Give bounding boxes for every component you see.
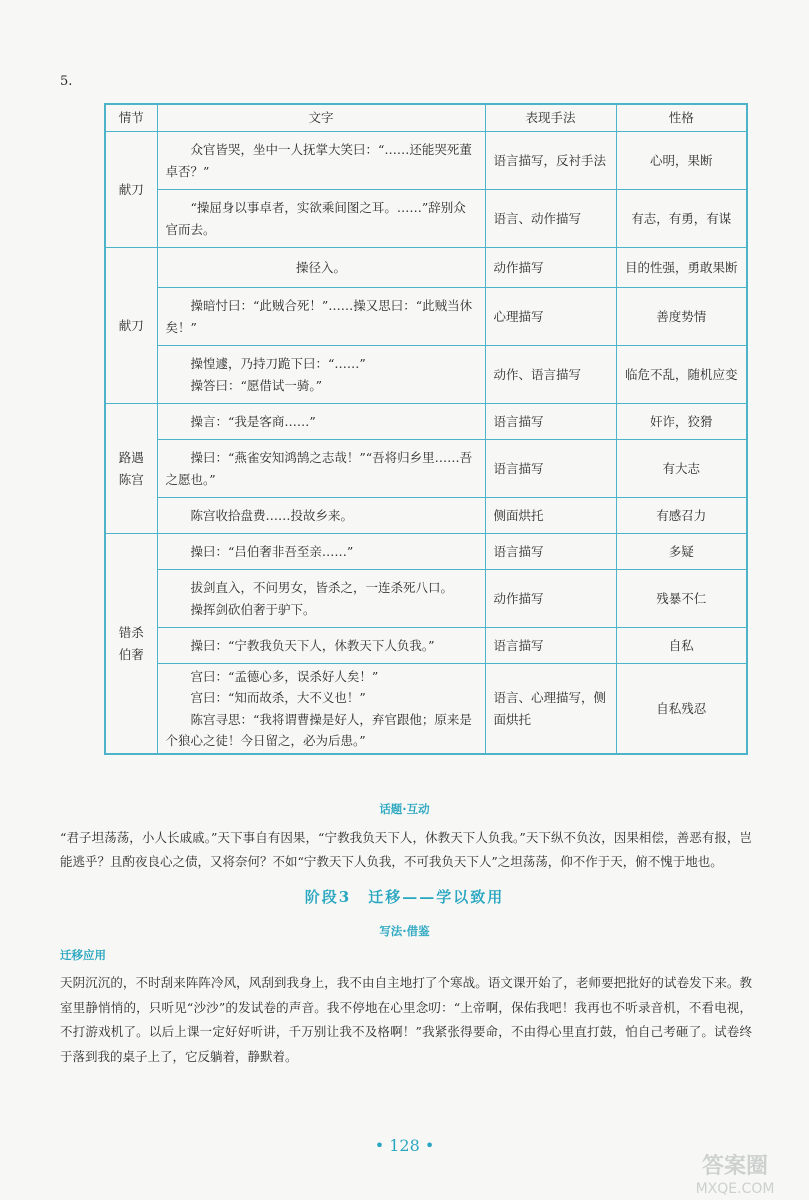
method-cell: 动作描写 bbox=[485, 248, 616, 288]
plot-cell: 献刀 bbox=[105, 248, 157, 404]
character-cell: 临危不乱，随机应变 bbox=[616, 346, 747, 404]
table-row bbox=[105, 288, 747, 346]
table-row bbox=[105, 664, 747, 755]
table-row bbox=[105, 440, 747, 498]
text-line: 宫曰：“知而故杀，大不义也！” bbox=[190, 690, 366, 706]
table-row bbox=[105, 190, 747, 248]
plot-cell: 路遇陈宫 bbox=[105, 404, 157, 534]
table-row bbox=[105, 498, 747, 534]
text-line: 操曰：“宁教我负天下人，休教天下人负我。” bbox=[190, 637, 435, 653]
text-line: 操暗忖曰：“此贼合死！”……操又思曰：“此贼当休矣！” bbox=[165, 298, 473, 335]
text-line: 操言：“我是客商……” bbox=[190, 413, 316, 429]
text-cell bbox=[157, 440, 485, 498]
text-line: 操曰：“吕伯奢非吾至亲……” bbox=[190, 543, 354, 559]
topic-paragraph: “君子坦荡荡，小人长戚戚。”天下事自有因果，“宁教我负天下人，休教天下人负我。”天下纵不负汝，因果相偿，善恶有报，岂能逃乎？且酌夜良心之债，又将奈何？不如“宁教天下人负我，不可我负天下人”之坦荡荡，仰不作于天，俯不愧于地也。 bbox=[60, 830, 752, 869]
header-text: 文字 bbox=[157, 104, 485, 132]
text-cell bbox=[157, 132, 485, 190]
method-cell: 动作、语言描写 bbox=[485, 346, 616, 404]
watermark-logo bbox=[680, 1145, 790, 1200]
text-line: 众官皆哭，坐中一人抚掌大笑曰：“……还能哭死董卓否？” bbox=[165, 142, 472, 179]
character-cell: 有感召力 bbox=[616, 498, 747, 534]
analysis-table bbox=[104, 103, 748, 755]
subsection-title: 写法·借鉴 bbox=[379, 924, 430, 938]
method-cell: 语言描写 bbox=[485, 534, 616, 570]
table-row bbox=[105, 534, 747, 570]
question-number: 5. bbox=[60, 74, 73, 89]
text-line: 陈宫寻思：“我将谓曹操是好人，弃官跟他；原来是个狼心之徒！今日留之，必为后患。” bbox=[165, 711, 472, 748]
table-row bbox=[105, 132, 747, 190]
svg-text:MXQE.COM: MXQE.COM bbox=[695, 1181, 775, 1197]
text-line: “操屈身以事卓者，实欲乘间图之耳。……”辞别众官而去。 bbox=[165, 200, 466, 237]
method-cell: 侧面烘托 bbox=[485, 498, 616, 534]
header-character: 性格 bbox=[616, 104, 747, 132]
text-cell bbox=[157, 288, 485, 346]
text-line: 陈宫收拾盘费……投故乡来。 bbox=[190, 507, 354, 523]
text-cell bbox=[157, 570, 485, 628]
svg-text:答案圈: 答案圈 bbox=[701, 1154, 769, 1179]
text-cell bbox=[157, 534, 485, 570]
character-cell: 有志，有勇，有谋 bbox=[616, 190, 747, 248]
header-plot: 情节 bbox=[105, 104, 157, 132]
stage-title: 阶段3 迁移——学以致用 bbox=[304, 888, 505, 906]
table-row bbox=[105, 570, 747, 628]
table-row bbox=[105, 346, 747, 404]
method-cell: 语言描写，反衬手法 bbox=[485, 132, 616, 190]
method-cell: 语言、心理描写，侧面烘托 bbox=[485, 664, 616, 755]
text-line: 操挥剑砍伯奢于驴下。 bbox=[190, 601, 316, 617]
table-row bbox=[105, 248, 747, 288]
character-cell: 奸诈，狡猾 bbox=[616, 404, 747, 440]
text-cell bbox=[157, 664, 485, 755]
method-cell: 语言描写 bbox=[485, 440, 616, 498]
text-line: 操曰：“燕雀安知鸿鹄之志哉！”“吾将归乡里……吾之愿也。” bbox=[165, 450, 473, 487]
method-cell: 语言、动作描写 bbox=[485, 190, 616, 248]
table-header-row bbox=[105, 104, 747, 132]
text-line: 操径入。 bbox=[295, 259, 346, 275]
page-number: • 128 • bbox=[374, 1136, 435, 1155]
text-line: 宫曰：“孟德心多，误杀好人矣！” bbox=[190, 669, 379, 684]
character-cell: 残暴不仁 bbox=[616, 570, 747, 628]
text-cell bbox=[157, 404, 485, 440]
table-row bbox=[105, 628, 747, 664]
text-cell bbox=[157, 498, 485, 534]
method-cell: 语言描写 bbox=[485, 628, 616, 664]
header-method: 表现手法 bbox=[485, 104, 616, 132]
apply-label: 迁移应用 bbox=[60, 948, 106, 962]
text-line: 操惶遽，乃持刀跪下曰：“……” bbox=[190, 356, 366, 372]
character-cell: 有大志 bbox=[616, 440, 747, 498]
plot-cell: 错杀伯奢 bbox=[105, 534, 157, 755]
method-cell: 语言描写 bbox=[485, 404, 616, 440]
character-cell: 多疑 bbox=[616, 534, 747, 570]
method-cell: 心理描写 bbox=[485, 288, 616, 346]
character-cell: 目的性强，勇敢果断 bbox=[616, 248, 747, 288]
plot-cell: 献刀 bbox=[105, 132, 157, 248]
character-cell: 自私 bbox=[616, 628, 747, 664]
text-line: 拔剑直入，不问男女，皆杀之，一连杀死八口。 bbox=[190, 580, 454, 596]
text-line: 操答曰：“愿借试一骑。” bbox=[190, 377, 323, 393]
table-row bbox=[105, 404, 747, 440]
text-cell bbox=[157, 248, 485, 288]
character-cell: 心明，果断 bbox=[616, 132, 747, 190]
character-cell: 自私残忍 bbox=[616, 664, 747, 755]
text-cell bbox=[157, 190, 485, 248]
topic-heading: 话题·互动 bbox=[379, 802, 430, 816]
text-cell bbox=[157, 628, 485, 664]
character-cell: 善度势情 bbox=[616, 288, 747, 346]
text-cell bbox=[157, 346, 485, 404]
apply-paragraph: 天阴沉沉的，不时刮来阵阵冷风，风刮到我身上，我不由自主地打了个寒战。语文课开始了，老师要把批好的试卷发下来。教室里静悄悄的，只听见“沙沙”的发试卷的声音。我不停地在心里念叨：“上帝啊，保佑我吧！我再也不听录音机，不看电视，不打游戏机了。以后上课一定好好听讲，千万别让我不及格啊！”我紧张得要命，不由得心里直打鼓，怕自己考砸了。试卷终于落到我的桌子上了，它反躺着，静默着。 bbox=[60, 975, 752, 1064]
method-cell: 动作描写 bbox=[485, 570, 616, 628]
